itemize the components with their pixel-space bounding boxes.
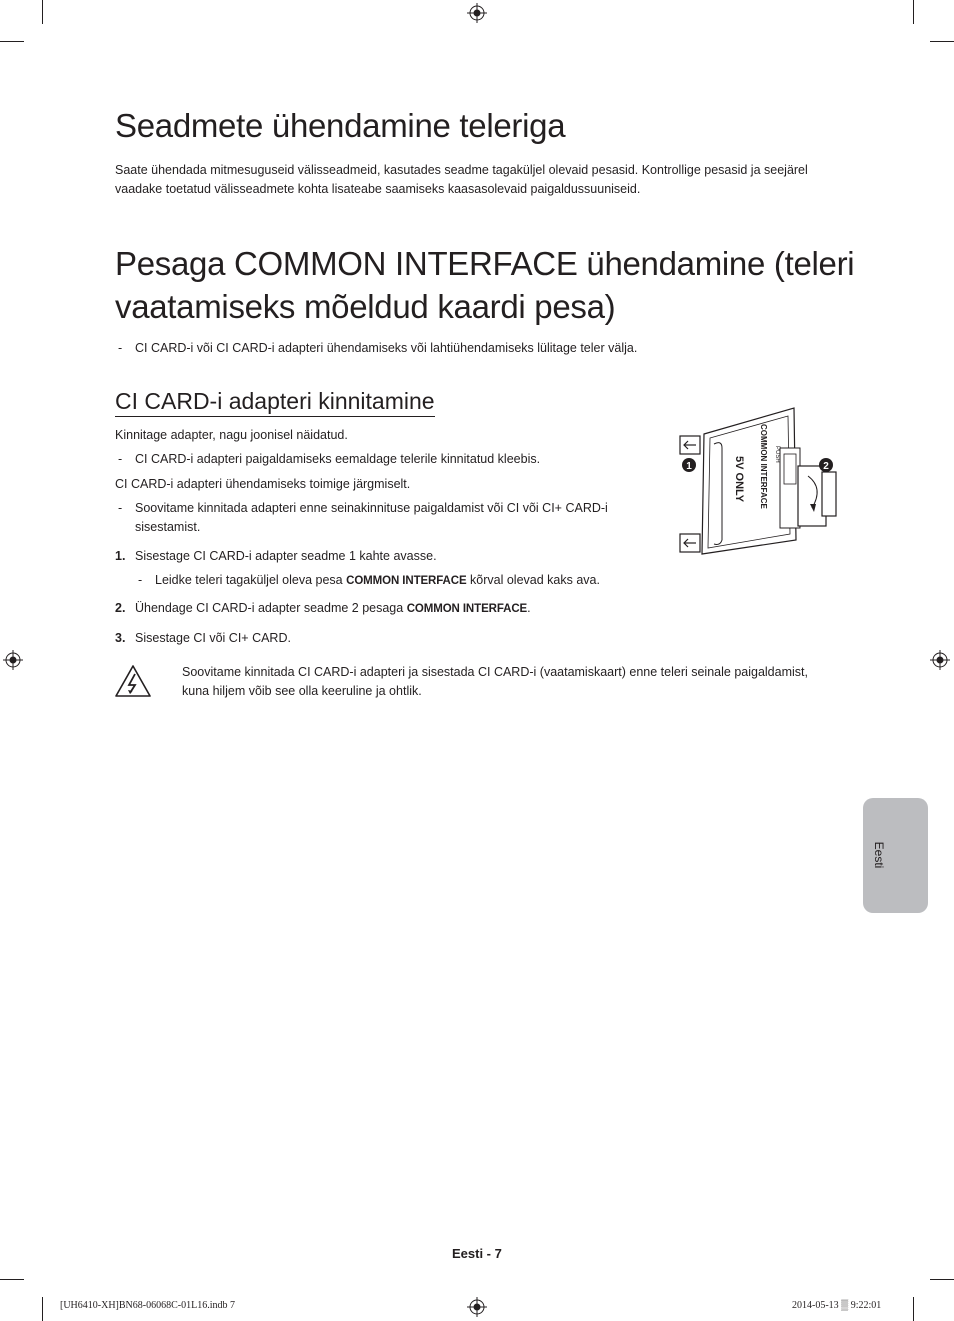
crop-mark — [930, 1279, 954, 1280]
step-2-bold: COMMON INTERFACE — [406, 603, 528, 615]
recommend-note-line-1: Soovitame kinnitada adapteri enne seinakinnituse paigaldamist või CI või CI+ CARD-i — [135, 501, 608, 515]
crop-mark — [0, 41, 24, 42]
crop-mark — [913, 1297, 914, 1321]
crop-mark — [0, 1279, 24, 1280]
note-dash: - — [118, 452, 123, 466]
instruction-text: CI CARD-i adapteri ühendamiseks toimige järgmiselt. — [115, 477, 411, 491]
step-number: 3. — [115, 631, 126, 645]
step-text: Sisestage CI CARD-i adapter seadme 1 kahte avasse. — [135, 549, 437, 563]
intro-line-2: vaadake toetatud välisseadmete kohta lisateabe saamiseks kaasasolevaid paigaldussuuniseid. — [115, 182, 641, 196]
step-number: 2. — [115, 601, 126, 615]
registration-mark-icon — [930, 650, 950, 670]
step-number: 1. — [115, 549, 126, 563]
page-number: Eesti - 7 — [452, 1246, 502, 1261]
marker-2-label: 2 — [823, 461, 829, 472]
step-text: Sisestage CI või CI+ CARD. — [135, 631, 291, 645]
note-dash: - — [118, 501, 123, 515]
marker-1-label: 1 — [686, 461, 692, 472]
language-side-tab-label: Eesti — [872, 841, 886, 869]
step-text — [135, 599, 531, 619]
caution-line-2: kuna hiljem võib see olla keeruline ja ohtlik. — [182, 684, 422, 698]
registration-mark-icon — [467, 3, 487, 23]
note-dash: - — [118, 341, 123, 355]
instruction-text: Kinnitage adapter, nagu joonisel näidatud. — [115, 428, 348, 442]
figure-label-push: PUSH — [774, 446, 780, 463]
footer-timestamp: 2014-05-13 ▒ 9:22:01 — [792, 1300, 882, 1311]
section-note: CI CARD-i või CI CARD-i adapteri ühendamiseks või lahtiühendamiseks lülitage teler välja. — [135, 341, 638, 355]
crop-mark — [930, 41, 954, 42]
page-title: Seadmete ühendamine teleriga — [115, 107, 566, 144]
step-1-note-pre: Leidke teleri tagaküljel oleva pesa — [155, 573, 347, 587]
section-title-line-2: vaatamiseks mõeldud kaardi pesa) — [115, 288, 616, 325]
figure-label-5v-only: 5V ONLY — [733, 456, 745, 503]
recommend-note-line-2: sisestamist. — [135, 520, 201, 534]
crop-mark — [42, 1297, 43, 1321]
figure-label-common-interface: COMMON INTERFACE — [759, 424, 768, 509]
caution-line-1: Soovitame kinnitada CI CARD-i adapteri ja sisestada CI CARD-i (vaatamiskaart) enne teleri seinale paigaldamist, — [182, 665, 808, 679]
section-title — [115, 242, 875, 328]
intro-line-1: Saate ühendada mitmesuguseid välisseadmeid, kasutades seadme tagaküljel olevaid pesasid. Kontrollige pesasid ja seejärel — [115, 163, 808, 177]
caution-icon — [114, 664, 152, 698]
footer-file-info: [UH6410-XH]BN68-06068C-01L16.indb 7 — [60, 1300, 235, 1311]
crop-mark — [913, 0, 914, 24]
step-2-post: . — [527, 601, 531, 615]
crop-mark — [42, 0, 43, 24]
subsection-title: CI CARD-i adapteri kinnitamine — [115, 387, 435, 417]
registration-mark-icon — [3, 650, 23, 670]
step-1-note-post: kõrval olevad kaks ava. — [466, 573, 600, 587]
note-dash: - — [138, 573, 143, 587]
ci-adapter-figure — [676, 404, 842, 558]
registration-mark-icon — [467, 1297, 487, 1317]
step-2-pre: Ühendage CI CARD-i adapter seadme 2 pesaga — [135, 601, 407, 615]
sticker-note: CI CARD-i adapteri paigaldamiseks eemaldage telerile kinnitatud kleebis. — [135, 452, 541, 466]
step-1-note — [155, 571, 600, 591]
section-title-line-1: Pesaga COMMON INTERFACE ühendamine (teleri — [115, 245, 855, 282]
step-1-note-bold: COMMON INTERFACE — [346, 575, 467, 587]
